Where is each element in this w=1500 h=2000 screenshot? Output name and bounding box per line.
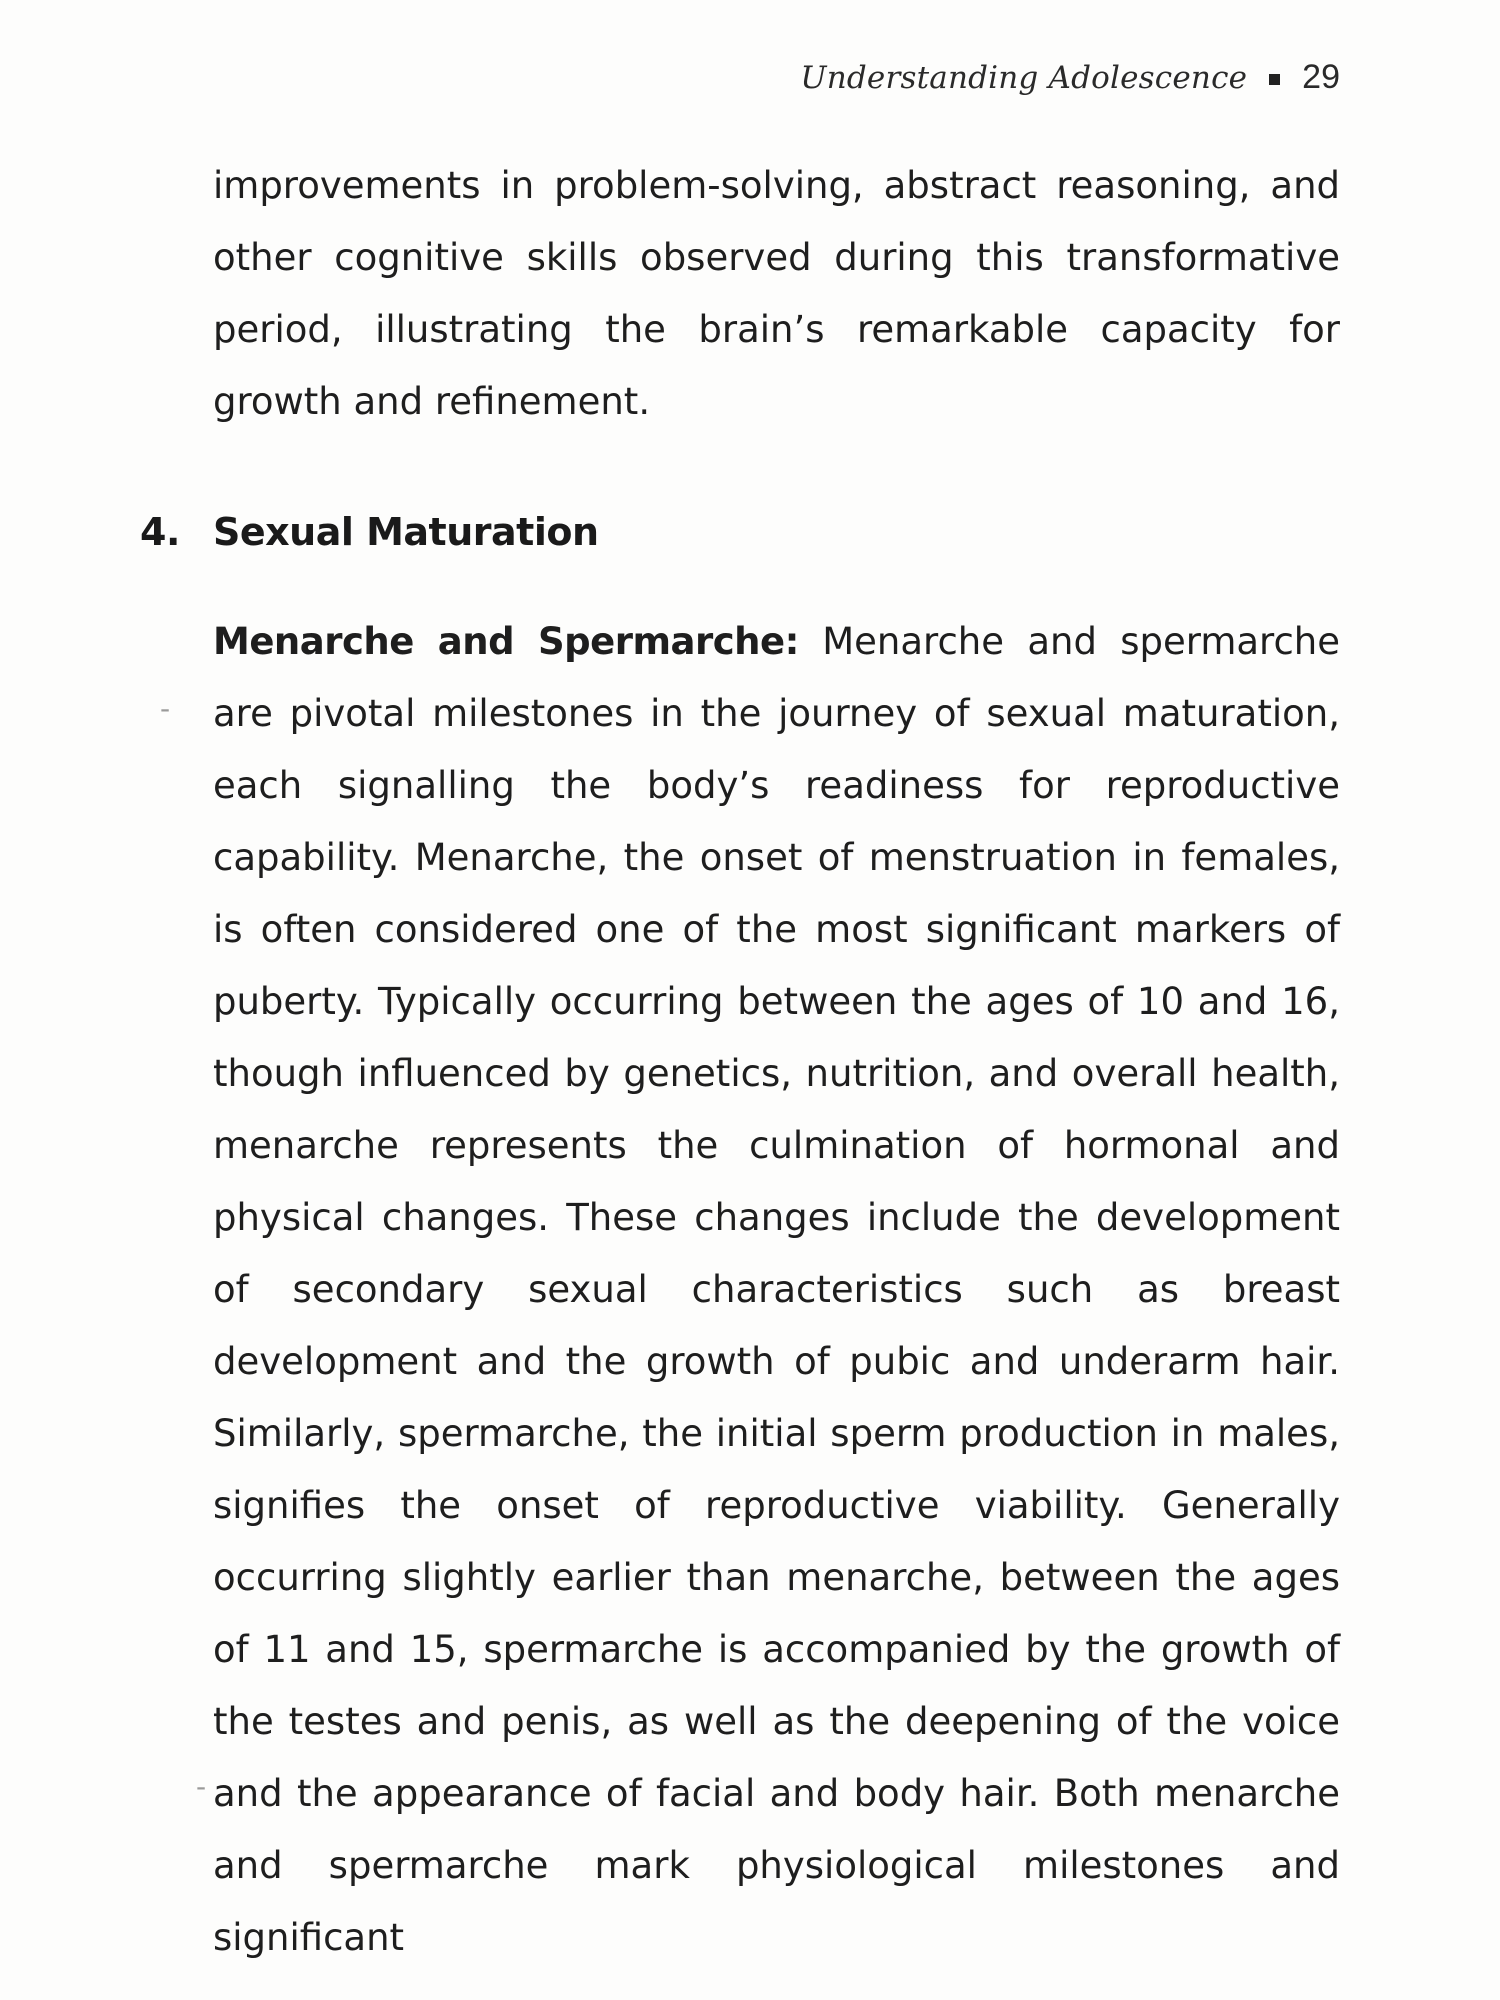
margin-mark: - xyxy=(160,692,171,725)
header-separator-icon xyxy=(1269,74,1280,85)
section-number: 4. xyxy=(140,510,180,554)
page-number: 29 xyxy=(1302,58,1340,96)
section-heading xyxy=(140,510,599,554)
running-header xyxy=(800,58,1340,97)
running-title: Understanding Adolescence xyxy=(800,59,1248,96)
section-title: Sexual Maturation xyxy=(213,510,599,554)
run-in-heading: Menarche and Spermarche: xyxy=(213,620,799,663)
paragraph-continuation: improvements in problem-solving, abstract reasoning, and other cognitive skills observed during this transformative period, illustrating the brain’s remarkable capacity for growth and refinement. xyxy=(213,164,1340,423)
margin-mark: - xyxy=(196,1770,207,1803)
paragraph-menarche-spermarche xyxy=(213,606,1340,1974)
paragraph-body: Menarche and spermarche are pivotal milestones in the journey of sexual maturation, each signalling the body’s readiness for reproductive capability. Menarche, the onset of menstruation in females, is often considered one of the most significant markers of puberty. Typically occurring between the ages of 10 and 16, though influenced by genetics, nutrition, and overall health, menarche represents the culmination of hormonal and physical changes. These changes include the development of secondary sexual characteristics such as breast development and the growth of pubic and underarm hair. Similarly, spermarche, the initial sperm production in males, signifies the onset of reproductive viability. Generally occurring slightly earlier than menarche, between the ages of 11 and 15, spermarche is accompanied by the growth of the testes and penis, as well as the deepening of the voice and the appearance of facial and body hair. Both menarche and spermarche mark physiological milestones and significant xyxy=(213,620,1341,1959)
